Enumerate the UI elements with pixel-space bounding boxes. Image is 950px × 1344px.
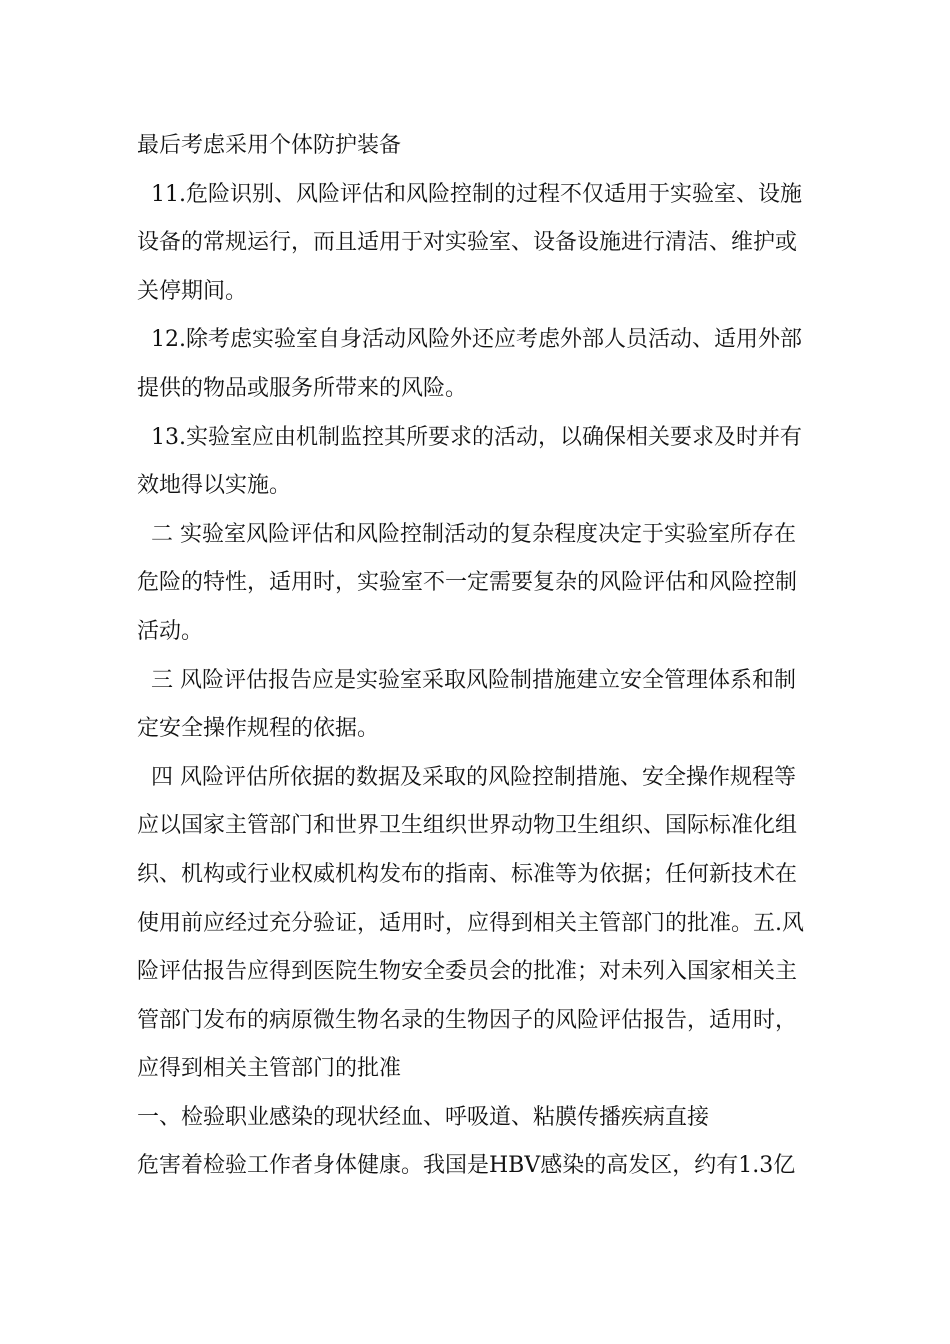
text-line: 危害着检验工作者身体健康。我国是HBV感染的高发区，约有1.3亿 [137, 1153, 796, 1179]
text-line: 效地得以实施。 [137, 473, 292, 499]
text-line: 定安全操作规程的依据。 [137, 716, 380, 742]
text-line: 设备的常规运行，而且适用于对实验室、设备设施进行清洁、维护或 [137, 230, 798, 256]
text-line: 使用前应经过充分验证，适用时，应得到相关主管部门的批准。五.风 [137, 910, 804, 936]
text-line: 一、检验职业感染的现状经血、呼吸道、粘膜传播疾病直接 [137, 1104, 710, 1130]
document-body [137, 122, 827, 1191]
text-line: 织、机构或行业权威机构发布的指南、标准等为依据；任何新技术在 [137, 861, 798, 887]
text-line: 应以国家主管部门和世界卫生组织世界动物卫生组织、国际标准化组 [137, 813, 798, 839]
text-line: 三 风险评估报告应是实验室采取风险制措施建立安全管理体系和制 [151, 667, 796, 693]
text-line: 四 风险评估所依据的数据及采取的风险控制措施、安全操作规程等 [151, 764, 796, 790]
text-line: 二 实验室风险评估和风险控制活动的复杂程度决定于实验室所存在 [151, 521, 796, 547]
text-line: 12.除考虑实验室自身活动风险外还应考虑外部人员活动、适用外部 [151, 327, 802, 353]
text-line: 危险的特性，适用时，实验室不一定需要复杂的风险评估和风险控制 [137, 570, 798, 596]
text-line: 活动。 [137, 618, 204, 644]
text-line: 最后考虑采用个体防护装备 [137, 133, 402, 158]
text-line: 提供的物品或服务所带来的风险。 [137, 375, 468, 401]
text-line: 管部门发布的病原微生物名录的生物因子的风险评估报告，适用时， [137, 1007, 798, 1033]
text-line: 13.实验室应由机制监控其所要求的活动，以确保相关要求及时并有 [151, 424, 802, 450]
text-line: 应得到相关主管部门的批准 [137, 1056, 402, 1082]
text-line: 11.危险识别、风险评估和风险控制的过程不仅适用于实验室、设施 [151, 181, 802, 207]
text-line: 险评估报告应得到医院生物安全委员会的批准；对未列入国家相关主 [137, 959, 798, 985]
text-line: 关停期间。 [137, 278, 248, 304]
